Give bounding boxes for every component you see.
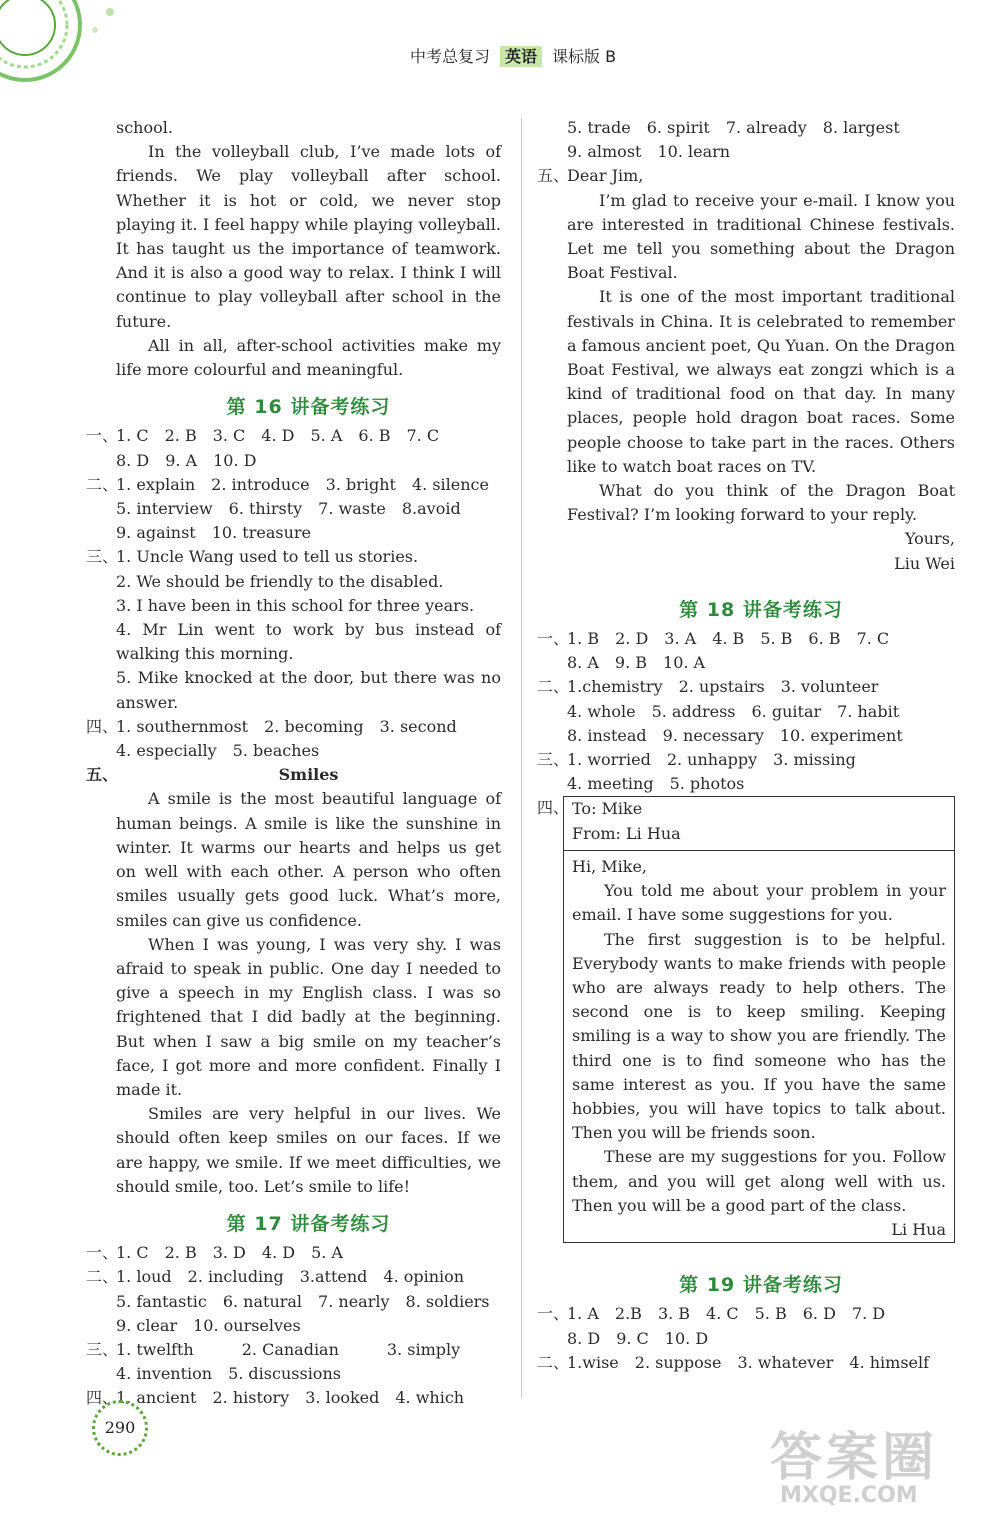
answer-item: 5. B bbox=[754, 1304, 787, 1324]
answer-item: 3. missing bbox=[773, 750, 856, 770]
answer-item: 2. history bbox=[212, 1388, 290, 1408]
letter-closing: Yours, bbox=[904, 529, 955, 549]
answer-row bbox=[567, 724, 955, 748]
answer-item: 10. experiment bbox=[779, 725, 903, 745]
part-number: 一、 bbox=[86, 426, 119, 446]
part-number: 一、 bbox=[537, 629, 570, 649]
letter-paragraph: I’m glad to receive your e-mail. I know you are interested in traditional Chinese festivals. Let me tell you something about the Dragon Boat Festival. bbox=[567, 190, 955, 283]
answer-item: 4. D bbox=[261, 1243, 296, 1263]
answer-row bbox=[116, 449, 501, 473]
answer-item: 8. soldiers bbox=[405, 1291, 490, 1311]
left-column bbox=[86, 116, 501, 1411]
answer-item: 4. C bbox=[706, 1304, 739, 1324]
header-book-title: 中考总复习 bbox=[410, 47, 491, 66]
answer-row bbox=[86, 1386, 501, 1410]
answer-item: 1.wise bbox=[567, 1352, 619, 1372]
answer-row bbox=[567, 772, 955, 796]
answer-row bbox=[537, 748, 955, 772]
section-title-18: 第 18 讲备考练习 bbox=[679, 598, 843, 621]
watermark-logo bbox=[770, 1415, 995, 1510]
column-divider bbox=[521, 118, 522, 1398]
answer-row bbox=[116, 739, 501, 763]
answer-item: 6. B bbox=[358, 426, 391, 446]
answer-item: 3. simply bbox=[386, 1339, 461, 1359]
answer-item: 2. B bbox=[164, 1243, 197, 1263]
answer-item: 7. nearly bbox=[318, 1291, 390, 1311]
letter-signature: Li Hua bbox=[891, 1219, 946, 1239]
answer-item: 1. twelfth bbox=[116, 1339, 194, 1359]
letter-paragraph: You told me about your problem in your email. I have some suggestions for you. bbox=[572, 881, 946, 925]
answer-item: 6. natural bbox=[222, 1291, 303, 1311]
answer-item: 7. C bbox=[406, 426, 440, 446]
answer-row bbox=[86, 473, 501, 497]
answer-sentence: 5. Mike knocked at the door, but there was no answer. bbox=[116, 668, 501, 712]
answer-sentence: 4. Mr Lin went to work by bus instead of walking this morning. bbox=[116, 620, 501, 664]
letter-greeting: Hi, Mike, bbox=[572, 856, 647, 876]
answer-item: 9. B bbox=[614, 653, 648, 673]
answer-item: 1. A bbox=[567, 1304, 599, 1324]
answer-item: 3. whatever bbox=[737, 1352, 834, 1372]
answer-item: 9. against bbox=[116, 523, 196, 543]
answer-sentence: 1. Uncle Wang used to tell us stories. bbox=[116, 547, 419, 567]
answer-item: 2. D bbox=[615, 629, 649, 649]
answer-item: 1. B bbox=[567, 629, 600, 649]
essay-title-row bbox=[86, 763, 501, 787]
answer-item: 4. silence bbox=[411, 474, 489, 494]
answer-item: 5. B bbox=[760, 629, 793, 649]
answer-row bbox=[116, 1362, 501, 1386]
answer-item: 5. discussions bbox=[228, 1364, 341, 1384]
answer-item: 7. habit bbox=[837, 701, 900, 721]
answer-item: 2. unhappy bbox=[666, 750, 758, 770]
answer-item: 6. spirit bbox=[646, 118, 710, 137]
answer-item: 3.attend bbox=[299, 1267, 368, 1287]
answer-item: 5. trade bbox=[567, 118, 631, 137]
answer-item: 6. thirsty bbox=[228, 499, 303, 519]
answer-item: 3. looked bbox=[305, 1388, 380, 1408]
answer-item: 5. photos bbox=[669, 774, 745, 794]
section-title-16: 第 16 讲备考练习 bbox=[226, 396, 391, 419]
part-number: 四、 bbox=[537, 798, 570, 818]
answer-item: 3. second bbox=[379, 716, 457, 736]
answer-row bbox=[86, 1265, 501, 1289]
answer-item: 9. clear bbox=[116, 1315, 178, 1335]
answer-item: 7. waste bbox=[318, 499, 386, 519]
answer-row bbox=[86, 424, 501, 448]
answer-row bbox=[86, 545, 501, 569]
answer-item: 5. A bbox=[311, 1243, 343, 1263]
answer-item: 5. address bbox=[651, 701, 736, 721]
letter-from: From: Li Hua bbox=[572, 823, 681, 843]
answer-row bbox=[537, 1351, 955, 1375]
answer-item: 5. interview bbox=[116, 499, 213, 519]
answer-item: 3. volunteer bbox=[780, 677, 879, 697]
part-number: 四、 bbox=[86, 1388, 119, 1408]
header-edition: 课标版 B bbox=[552, 47, 617, 66]
part-number: 五、 bbox=[86, 765, 119, 785]
answer-item: 4. invention bbox=[116, 1364, 213, 1384]
answer-item: 6. guitar bbox=[751, 701, 822, 721]
letter-greeting-row bbox=[537, 164, 955, 188]
answer-item: 4. himself bbox=[849, 1352, 930, 1372]
answer-item: 2. including bbox=[187, 1267, 284, 1287]
answer-row bbox=[567, 140, 955, 164]
answer-row bbox=[567, 700, 955, 724]
letter-paragraph: What do you think of the Dragon Boat Festival? I’m looking forward to your reply. bbox=[567, 481, 955, 525]
answer-item: 9. C bbox=[616, 1328, 649, 1348]
answer-item: 8. largest bbox=[822, 118, 900, 137]
answer-item: 3. B bbox=[657, 1304, 691, 1324]
answer-item: 4. opinion bbox=[383, 1267, 465, 1287]
answer-item: 5. fantastic bbox=[116, 1291, 207, 1311]
part-number: 五、 bbox=[537, 166, 570, 186]
answer-item: 2. becoming bbox=[264, 716, 364, 736]
answer-item: 2.B bbox=[614, 1304, 642, 1324]
answer-item: 9. A bbox=[165, 450, 198, 470]
answer-item: 2. upstairs bbox=[678, 677, 765, 697]
answer-item: 8. A bbox=[567, 653, 599, 673]
essay-paragraph: Smiles are very helpful in our lives. We should often keep smiles on our faces. If we are happy, we smile. If we meet difficulties, we should smile, too. Let’s smile to life! bbox=[116, 1104, 501, 1196]
answer-item: 10. learn bbox=[657, 142, 731, 162]
answer-item: 1. loud bbox=[116, 1267, 172, 1287]
answer-item: 2. B bbox=[164, 426, 197, 446]
part-number: 三、 bbox=[86, 547, 119, 567]
essay-paragraph: When I was young, I was very shy. I was afraid to speak in public. One day I needed to give a speech in my English class. I was so frightened that I did badly at the beginning. But when I saw a big smile on my teacher’s face, I got more and more confident. Finally I made it. bbox=[116, 934, 501, 1099]
answer-row bbox=[116, 1314, 501, 1338]
answer-item: 8.avoid bbox=[401, 499, 461, 519]
letter-paragraph: The first suggestion is to be helpful. Everybody wants to make friends with people who are always ready to help others. The second one is to keep smiling. Keeping smiling is a way to show you are friendly. The third one is to find someone who has the same interest as you. If you have the same hobbies, you will have topics to talk about. Then you will be friends soon. bbox=[572, 929, 946, 1143]
header-subject: 英语 bbox=[500, 46, 542, 67]
intro-line: school. bbox=[116, 118, 173, 137]
answer-item: 8. instead bbox=[567, 725, 647, 745]
answer-row bbox=[116, 497, 501, 521]
answer-item: 3. bright bbox=[325, 474, 396, 494]
right-column bbox=[537, 116, 955, 1375]
answer-item: 1. ancient bbox=[116, 1388, 197, 1408]
section-title-19: 第 19 讲备考练习 bbox=[679, 1274, 843, 1297]
answer-row bbox=[567, 651, 955, 675]
answer-item: 10. treasure bbox=[211, 523, 311, 543]
essay-title: Smiles bbox=[278, 765, 339, 785]
watermark-text: 答案圈 bbox=[770, 1428, 939, 1488]
answer-item: 9. necessary bbox=[662, 725, 764, 745]
answer-item: 10. A bbox=[663, 653, 706, 673]
answer-item: 10. D bbox=[213, 450, 257, 470]
answer-item: 10. D bbox=[664, 1328, 709, 1348]
answer-item: 3. C bbox=[212, 426, 246, 446]
part-number: 二、 bbox=[86, 1267, 119, 1287]
answer-item: 3. D bbox=[212, 1243, 246, 1263]
part-number: 二、 bbox=[86, 474, 119, 494]
answer-item: 4. whole bbox=[567, 701, 636, 721]
answer-row bbox=[86, 1338, 501, 1362]
answer-item: 9. almost bbox=[567, 142, 642, 162]
corner-decoration-icon bbox=[0, 0, 130, 90]
part-number: 二、 bbox=[537, 677, 570, 697]
answer-item: 1. C bbox=[116, 426, 149, 446]
answer-item: 1.chemistry bbox=[567, 677, 663, 697]
answer-item: 2. Canadian bbox=[241, 1339, 339, 1359]
answer-row bbox=[567, 1327, 955, 1351]
part-number: 一、 bbox=[86, 1243, 119, 1263]
essay-paragraph: A smile is the most beautiful language of human beings. A smile is like the sunshine in winter. It warms our hearts and helps us get on well with each other. A person who often smiles usually gets good luck. What’s more, smiles can give us confidence. bbox=[116, 789, 501, 930]
answer-item: 3. A bbox=[664, 629, 697, 649]
answer-item: 10. ourselves bbox=[193, 1315, 301, 1335]
answer-item: 8. D bbox=[116, 450, 150, 470]
answer-item: 7. already bbox=[725, 118, 807, 137]
part-number: 三、 bbox=[537, 750, 570, 770]
letter-paragraph: These are my suggestions for you. Follow them, and you will get along well with us. Then you will be a good part of the class. bbox=[572, 1147, 946, 1215]
letter-to: To: Mike bbox=[572, 799, 643, 819]
answer-row bbox=[116, 521, 501, 545]
answer-item: 1. worried bbox=[567, 750, 651, 770]
section-title-17: 第 17 讲备考练习 bbox=[226, 1212, 391, 1235]
answer-item: 4. which bbox=[395, 1388, 465, 1408]
intro-paragraph: All in all, after-school activities make my life more colourful and meaningful. bbox=[116, 335, 501, 380]
part-number: 三、 bbox=[86, 1339, 119, 1359]
letter-greeting: Dear Jim, bbox=[567, 166, 644, 186]
answer-row bbox=[86, 1241, 501, 1265]
answer-item: 5. A bbox=[310, 426, 343, 446]
answer-item: 1. southernmost bbox=[116, 716, 249, 736]
answer-row bbox=[116, 1290, 501, 1314]
answer-item: 7. D bbox=[851, 1304, 886, 1324]
intro-paragraph: In the volleyball club, I’ve made lots of friends. We play volleyball after school. Whether it is hot or cold, we never stop playing it. I feel happy while playing volleyball. It has taught us the importance of teamwork. And it is also a good way to relax. I think I will continue to play volleyball after school in the future. bbox=[116, 142, 501, 331]
answer-row bbox=[537, 675, 955, 699]
part-number: 二、 bbox=[537, 1352, 570, 1372]
answer-item: 2. suppose bbox=[634, 1352, 722, 1372]
watermark-url: MXQE.COM bbox=[780, 1483, 918, 1508]
part-number: 一、 bbox=[537, 1304, 570, 1324]
answer-item: 4. especially bbox=[116, 741, 217, 761]
answer-sentence: 2. We should be friendly to the disabled. bbox=[116, 571, 444, 591]
part-number: 四、 bbox=[86, 716, 119, 736]
answer-item: 4. meeting bbox=[567, 774, 654, 794]
answer-item: 7. C bbox=[856, 629, 890, 649]
answer-item: 6. D bbox=[802, 1304, 836, 1324]
answer-sentence: 3. I have been in this school for three years. bbox=[116, 595, 475, 615]
running-header bbox=[410, 44, 616, 67]
answer-row bbox=[537, 627, 955, 651]
answer-item: 4. B bbox=[712, 629, 745, 649]
answer-item: 6. B bbox=[808, 629, 841, 649]
letter-box-row bbox=[537, 796, 955, 1243]
letter-signature: Liu Wei bbox=[894, 553, 955, 573]
answer-item: 1. C bbox=[116, 1243, 149, 1263]
letter-box-header bbox=[564, 797, 954, 850]
answer-item: 5. beaches bbox=[232, 741, 320, 761]
letter-paragraph: It is one of the most important traditional festivals in China. It is celebrated to remember a famous ancient poet, Qu Yuan. On the Dragon Boat Festival, we always eat zongzi which is a kind of traditional food on that day. In many places, people hold dragon boat races. Some people choose to take part in the races. Others like to watch boat races on TV. bbox=[567, 287, 955, 476]
answer-row bbox=[567, 116, 955, 140]
answer-item: 2. introduce bbox=[211, 474, 310, 494]
answer-item: 4. D bbox=[261, 426, 295, 446]
answer-item: 8. D bbox=[567, 1328, 601, 1348]
answer-row bbox=[537, 1302, 955, 1326]
answer-item: 1. explain bbox=[116, 474, 196, 494]
answer-row bbox=[86, 715, 501, 739]
page-number: 290 bbox=[92, 1400, 148, 1456]
letter-box bbox=[563, 796, 955, 1243]
